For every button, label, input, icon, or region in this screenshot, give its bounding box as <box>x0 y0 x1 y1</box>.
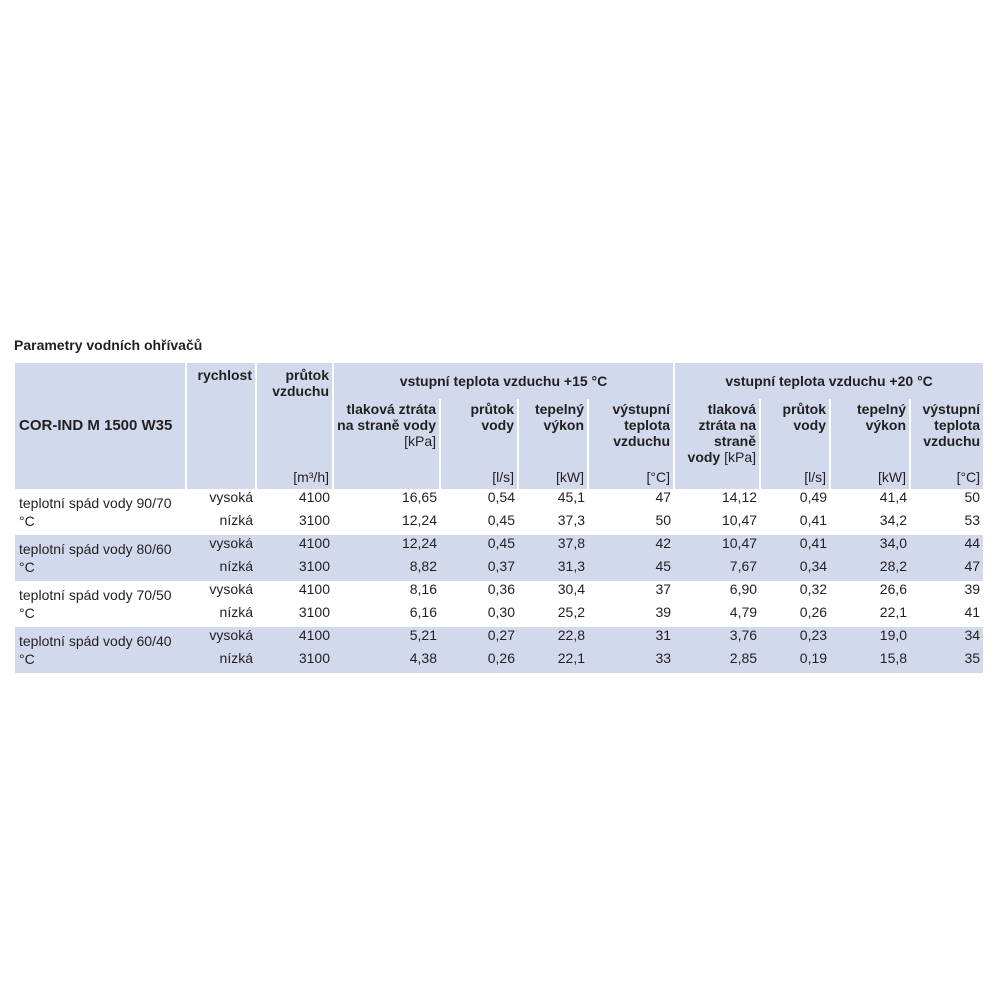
cell-w20: 41,4 <box>879 489 908 505</box>
cell-t20: 53 <box>964 512 981 528</box>
cell-p20: 2,85 <box>674 650 760 673</box>
cell-speed: nízká <box>219 512 253 528</box>
cell-w15: 31,3 <box>518 558 588 581</box>
cell-t15: 31 <box>588 627 674 650</box>
cell-p15: 6,16 <box>409 604 437 620</box>
cell-w15: 25,2 <box>557 604 585 620</box>
cell-p15: 5,21 <box>333 627 440 650</box>
cell-p15: 4,38 <box>333 650 440 673</box>
cell-f15: 0,54 <box>487 489 515 505</box>
cell-t20: 50 <box>964 489 981 505</box>
flow-20-unit: [l/s] <box>760 449 830 489</box>
power-15-header: tepelný výkon <box>518 399 588 449</box>
cell-f15: 0,45 <box>487 512 515 528</box>
cell-p15: 12,24 <box>401 512 437 528</box>
water-gradient-label: teplotní spád vody 70/50 °C <box>19 587 172 621</box>
cell-speed: vysoká <box>186 627 256 650</box>
cell-f15: 0,27 <box>440 627 518 650</box>
cell-w15: 37,8 <box>518 535 588 558</box>
cell-speed: vysoká <box>209 581 253 597</box>
cell-t15: 47 <box>655 489 672 505</box>
speed-unit-cell <box>186 449 256 489</box>
pressure-20-label: tlaková ztráta na straně <box>698 401 757 449</box>
cell-w20: 28,2 <box>830 558 910 581</box>
table-body <box>15 489 983 673</box>
group-header-20: vstupní teplota vzduchu +20 °C <box>674 363 983 399</box>
cell-t15: 33 <box>588 650 674 673</box>
water-gradient-label: teplotní spád vody 80/60 °C <box>15 535 186 581</box>
cell-t15: 39 <box>655 604 672 620</box>
flow-20-header: průtok vody <box>760 399 830 449</box>
model-name: COR-IND M 1500 W35 <box>15 363 186 489</box>
pressure-20-unit: [kPa] <box>724 449 757 465</box>
cell-p15: 8,16 <box>409 581 437 597</box>
outtemp-15-header: výstupní teplota vzduchu <box>588 399 674 449</box>
cell-p20: 6,90 <box>729 581 758 597</box>
cell-airflow: 3100 <box>298 512 330 528</box>
cell-p20: 10,47 <box>674 535 760 558</box>
cell-f20: 0,49 <box>799 489 828 505</box>
cell-airflow: 3100 <box>256 650 333 673</box>
cell-w15: 22,8 <box>518 627 588 650</box>
cell-p20: 14,12 <box>721 489 758 505</box>
power-20-unit: [kW] <box>830 449 910 489</box>
cell-t15: 37 <box>655 581 672 597</box>
pressure-20-label-last: vody <box>687 449 721 465</box>
speed-header: rychlost <box>186 363 256 449</box>
airflow-header: průtok vzduchu <box>256 363 333 449</box>
flow-15-unit: [l/s] <box>440 449 518 489</box>
cell-f20: 0,41 <box>760 535 830 558</box>
outtemp-20-header: výstupní teplota vzduchu <box>910 399 983 449</box>
cell-w15: 37,3 <box>557 512 585 528</box>
cell-t20: 34 <box>910 627 983 650</box>
cell-p15: 12,24 <box>333 535 440 558</box>
cell-t20: 41 <box>964 604 981 620</box>
table-row <box>15 627 983 650</box>
pressure-20-header <box>674 399 760 489</box>
table-header <box>15 363 983 489</box>
cell-airflow: 4100 <box>256 627 333 650</box>
cell-w20: 34,0 <box>830 535 910 558</box>
cell-f20: 0,19 <box>760 650 830 673</box>
cell-f20: 0,26 <box>799 604 828 620</box>
cell-speed: nízká <box>186 650 256 673</box>
cell-f15: 0,26 <box>440 650 518 673</box>
cell-w20: 15,8 <box>830 650 910 673</box>
cell-p20: 4,79 <box>729 604 758 620</box>
cell-speed: nízká <box>219 604 253 620</box>
cell-w20: 26,6 <box>879 581 908 597</box>
pressure-15-unit: [kPa] <box>404 433 436 449</box>
table-caption: Parametry vodních ohřívačů <box>14 337 203 353</box>
group-header-15: vstupní teplota vzduchu +15 °C <box>333 363 674 399</box>
cell-t20: 39 <box>964 581 981 597</box>
cell-t15: 42 <box>588 535 674 558</box>
cell-w15: 30,4 <box>557 581 585 597</box>
cell-t20: 47 <box>910 558 983 581</box>
pressure-15-header <box>333 399 440 489</box>
cell-w15: 22,1 <box>518 650 588 673</box>
water-gradient-label: teplotní spád vody 60/40 °C <box>15 627 186 673</box>
cell-w15: 45,1 <box>557 489 585 505</box>
table-row <box>15 535 983 558</box>
cell-speed: vysoká <box>209 489 253 505</box>
cell-f20: 0,23 <box>760 627 830 650</box>
cell-w20: 34,2 <box>879 512 908 528</box>
cell-airflow: 4100 <box>256 535 333 558</box>
cell-speed: vysoká <box>186 535 256 558</box>
cell-p20: 10,47 <box>721 512 758 528</box>
power-15-unit: [kW] <box>518 449 588 489</box>
cell-p20: 3,76 <box>674 627 760 650</box>
cell-f15: 0,36 <box>487 581 515 597</box>
cell-p15: 8,82 <box>333 558 440 581</box>
pressure-20-last-line <box>678 449 756 465</box>
cell-f15: 0,37 <box>440 558 518 581</box>
flow-15-header: průtok vody <box>440 399 518 449</box>
cell-t15: 50 <box>655 512 672 528</box>
outtemp-15-unit: [°C] <box>588 449 674 489</box>
cell-w20: 22,1 <box>879 604 908 620</box>
cell-f20: 0,32 <box>799 581 828 597</box>
heater-parameters-table <box>15 363 983 673</box>
cell-t20: 44 <box>910 535 983 558</box>
cell-airflow: 4100 <box>298 581 330 597</box>
cell-p20: 7,67 <box>674 558 760 581</box>
outtemp-20-unit: [°C] <box>910 449 983 489</box>
cell-speed: nízká <box>186 558 256 581</box>
cell-t15: 45 <box>588 558 674 581</box>
cell-f20: 0,34 <box>760 558 830 581</box>
cell-f20: 0,41 <box>799 512 828 528</box>
water-gradient-label: teplotní spád vody 90/70 °C <box>19 495 172 529</box>
airflow-unit: [m³/h] <box>256 449 333 489</box>
cell-p15: 16,65 <box>401 489 437 505</box>
cell-airflow: 4100 <box>298 489 330 505</box>
cell-f15: 0,30 <box>487 604 515 620</box>
cell-t20: 35 <box>910 650 983 673</box>
cell-airflow: 3100 <box>256 558 333 581</box>
power-20-header: tepelný výkon <box>830 399 910 449</box>
cell-f15: 0,45 <box>440 535 518 558</box>
pressure-15-label: tlaková ztráta na straně vody <box>337 401 436 433</box>
cell-w20: 19,0 <box>830 627 910 650</box>
table-row <box>15 581 983 604</box>
table-row <box>15 489 983 512</box>
cell-airflow: 3100 <box>298 604 330 620</box>
